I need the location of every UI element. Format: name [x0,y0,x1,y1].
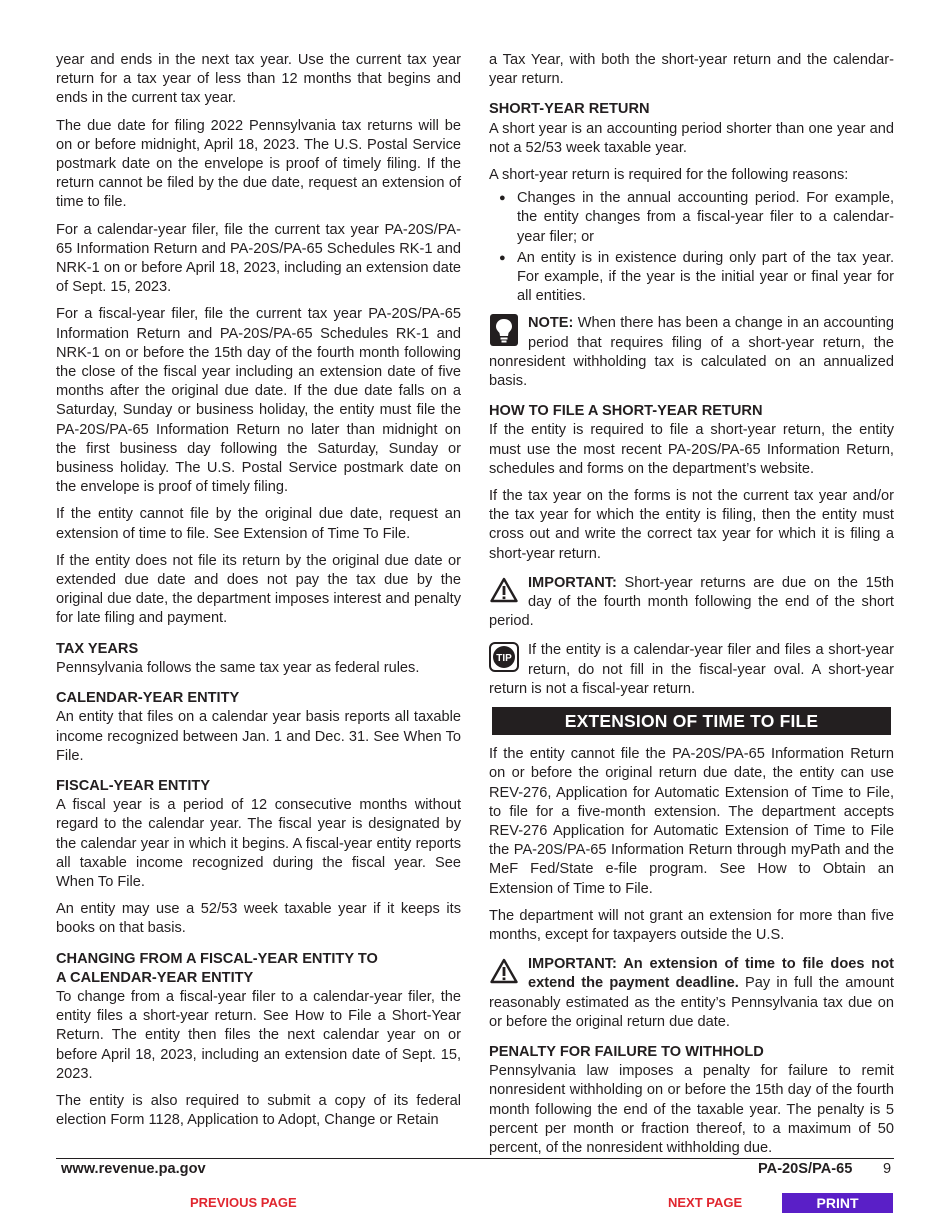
tip-text: If the entity is a calendar-year filer and files a short-year return, do not fill in the fiscal-year oval. A short-year return is not a fiscal-year return. [489,642,894,697]
paragraph: Pennsylvania law imposes a penalty for failure to remit nonresident withholding on or before the 15th day of the fourth month following the end of the taxable year. The penalty is 5 percent per month or fraction thereof, to a maximum of 50 percent, of the nonresident withholding due. [489,1063,894,1156]
paragraph: A fiscal year is a period of 12 consecutive months without regard to the calendar year. The fiscal year is designated by the calendar year in which it begins. A fiscal-year entity reports all taxable income recognized during the fiscal year. See When To File. [56,797,461,890]
tip-label: TIP [496,653,512,665]
paragraph: A short year is an accounting period shorter than one year and not a 52/53 week taxable year. [489,120,894,156]
heading-tax-years: TAX YEARS [56,640,139,657]
footer-form-id: PA-20S/PA-65 [758,1161,853,1177]
heading-changing-entity [56,950,461,988]
footer-website: www.revenue.pa.gov [61,1161,206,1177]
warning-icon [489,574,519,606]
right-column [489,51,894,1166]
list-item: ● Changes in the annual accounting period. For example, the entity changes from a fiscal-year filer to a calendar-year filer; or [517,189,894,247]
list-item: ● An entity is in existence during only part of the tax year. For example, if the year is the initial year or final year for all entities. [517,249,894,307]
paragraph: The due date for filing 2022 Pennsylvania tax returns will be on or before midnight, April 18, 2023. The U.S. Postal Service postmark date on the envelope is proof of timely filing. If the return cannot be filed by the due date, request an extension of time to file. [56,117,461,211]
page-number: 9 [883,1161,892,1177]
previous-page-link[interactable]: PREVIOUS PAGE [190,1195,297,1210]
tip-callout [489,641,894,699]
paragraph: If the tax year on the forms is not the current tax year and/or the tax year for which the entity is filing, then the entity must cross out and write the correct tax year for which it is filing a short-year return. [489,488,894,562]
paragraph: For a fiscal-year filer, file the current tax year PA-20S/PA-65 Information Return and PA-20S/PA-65 Schedules RK-1 and NRK-1 on or before the 15th day of the fourth month following the close of the fiscal year including an extension date of five months after the original due date. If the due date falls on a Saturday, Sunday or business holiday, the entity must file the PA-20S/PA-65 Information Return no later than midnight on the first business day following the Saturday, Sunday or business holiday. The U.S. Postal Service postmark date on the envelope is proof of timely filing. [56,306,461,496]
heading-fiscal-year-entity: FISCAL-YEAR ENTITY [56,777,211,794]
paragraph: A short-year return is required for the following reasons: [489,167,849,184]
heading-calendar-year-entity: CALENDAR-YEAR ENTITY [56,690,240,707]
reasons-list [489,189,894,306]
important-label: IMPORTANT: [528,574,617,591]
heading-line: A CALENDAR-YEAR ENTITY [56,969,254,986]
important-callout [489,574,894,632]
paragraph: If the entity cannot file the PA-20S/PA-65 Information Return on or before the original return due date, the entity can use REV-276, Application for Automatic Extension of Time to File, to file for a five-month extension. The department accepts REV-276 Application for Automatic Extension of Time to File the PA-20S/PA-65 Information Return through myPath and the MeF Fed/State e-file program. See How to Obtain an Extension of Time to File. [489,746,894,897]
paragraph: An entity may use a 52/53 week taxable year if it keeps its books on that basis. [56,901,461,937]
important-callout [489,955,894,1032]
heading-short-year-return: SHORT-YEAR RETURN [489,101,650,118]
lightbulb-icon [489,314,519,346]
next-page-link[interactable]: NEXT PAGE [668,1195,743,1210]
print-button[interactable]: PRINT [782,1193,893,1213]
important-text: Short-year returns are due on the 15th day of the fourth month following the end of the short period. [489,574,894,630]
note-callout [489,314,894,391]
heading-penalty: PENALTY FOR FAILURE TO WITHHOLD [489,1043,764,1060]
heading-how-to-file: HOW TO FILE A SHORT-YEAR RETURN [489,403,763,420]
paragraph: An entity that files on a calendar year basis reports all taxable income recognized between Jan. 1 and Dec. 31. See When To File. [56,709,461,764]
paragraph: The entity is also required to submit a copy of its federal election Form 1128, Application to Adopt, Change or Retain [56,1092,461,1129]
paragraph: year and ends in the next tax year. Use the current tax year return for a tax year of less than 12 months that begins and ends in the current tax year. [56,52,461,107]
paragraph: To change from a fiscal-year filer to a calendar-year filer, the entity files a short-year return. See How to File a Short-Year Return. The entity then files the next calendar year on or before April 18, 2023, including an extension date of Sept. 15, 2023. [56,988,461,1082]
paragraph: If the entity is required to file a short-year return, the entity must use the most recent PA-20S/PA-65 Information Return, schedules and forms on the department’s website. [489,422,894,477]
paragraph: If the entity cannot file by the original due date, request an extension of time to file. See Extension of Time To File. [56,506,461,542]
warning-icon [489,955,519,987]
tip-icon [489,641,519,673]
paragraph: The department will not grant an extension for more than five months, except for taxpayers outside the U.S. [489,907,894,943]
left-column [56,51,461,1138]
paragraph: If the entity does not file its return by the original due date or extended due date and does not pay the tax due by the original due date, the department imposes interest and penalty for late filing and payment. [56,552,461,627]
footer-divider [56,1158,894,1159]
note-text: When there has been a change in an accounting period that requires filing of a short-year return, the nonresident withholding tax is calculated on an annualized basis. [489,315,894,390]
note-label: NOTE: [528,315,574,332]
paragraph: a Tax Year, with both the short-year return and the calendar-year return. [489,52,894,88]
paragraph: Pennsylvania follows the same tax year as federal rules. [56,659,420,676]
heading-line: CHANGING FROM A FISCAL-YEAR ENTITY TO [56,950,378,967]
important-label: IMPORTANT: An extension of time to file does not extend the payment deadline. [528,956,894,992]
paragraph: For a calendar-year filer, file the current tax year PA-20S/PA-65 Information Return and PA-20S/PA-65 Schedules RK-1 and NRK-1 on or before April 18, 2023, including an extension date of Sept. 15, 2023. [56,221,461,296]
important-text: Pay in full the amount reasonably estimated as the entity’s Pennsylvania tax due on or before the original return due date. [489,975,894,1030]
section-banner-extension: EXTENSION OF TIME TO FILE [492,707,891,735]
